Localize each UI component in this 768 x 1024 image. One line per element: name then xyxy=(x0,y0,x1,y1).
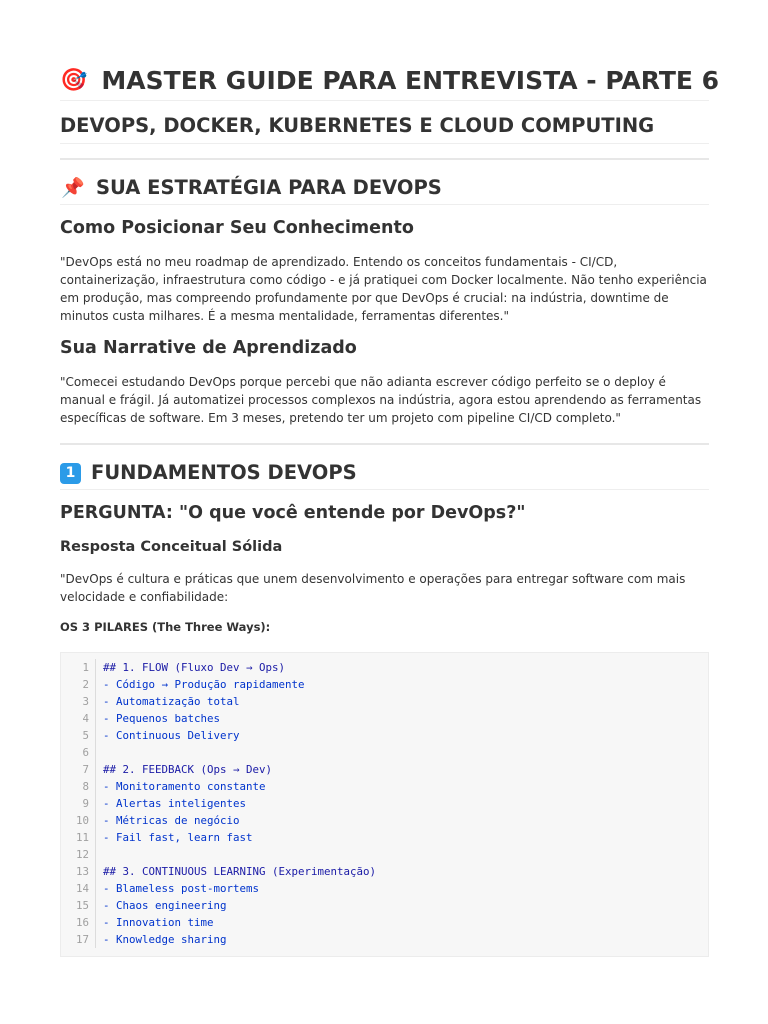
answer-heading: Resposta Conceitual Sólida xyxy=(60,539,283,555)
line-number: 14 xyxy=(61,880,96,897)
code-line xyxy=(61,659,708,676)
code-text: - Monitoramento constante xyxy=(103,780,266,793)
code-line xyxy=(61,676,708,693)
fundamentals-heading xyxy=(60,457,709,490)
line-number: 1 xyxy=(61,659,96,676)
fundamentals-heading-text: FUNDAMENTOS DEVOPS xyxy=(91,461,357,484)
keycap-one-icon: 1 xyxy=(60,463,81,484)
code-line xyxy=(61,880,708,897)
line-number: 4 xyxy=(61,710,96,727)
strategy-heading xyxy=(60,172,709,205)
code-text xyxy=(96,846,103,863)
line-number: 17 xyxy=(61,931,96,948)
page-title xyxy=(60,62,720,101)
line-number: 5 xyxy=(61,727,96,744)
code-line xyxy=(61,795,708,812)
code-text: - Fail fast, learn fast xyxy=(103,831,253,844)
line-number: 7 xyxy=(61,761,96,778)
line-number: 10 xyxy=(61,812,96,829)
section-divider xyxy=(60,443,709,445)
line-number: 13 xyxy=(61,863,96,880)
code-text: ## 3. CONTINUOUS LEARNING (Experimentação) xyxy=(103,865,377,878)
code-text: - Knowledge sharing xyxy=(103,933,227,946)
document-page xyxy=(60,62,720,957)
code-text: - Métricas de negócio xyxy=(103,814,240,827)
code-line xyxy=(61,761,708,778)
code-line xyxy=(61,812,708,829)
question-heading: PERGUNTA: "O que você entende por DevOps?" xyxy=(60,503,526,523)
code-text: ## 1. FLOW (Fluxo Dev → Ops) xyxy=(103,661,286,674)
code-line xyxy=(61,931,708,948)
code-line xyxy=(61,744,708,761)
line-number: 3 xyxy=(61,693,96,710)
code-text: - Continuous Delivery xyxy=(103,729,240,742)
narrative-text: "Comecei estudando DevOps porque percebi que não adianta escrever código perfeito se o deploy é manual e frágil. Já automatizei processos complexos na indústria, agora estou aprendendo as ferramentas específicas de software. Em 3 meses, pretendo ter um projeto com pipeline CI/CD completo." xyxy=(60,375,702,425)
code-line xyxy=(61,863,708,880)
pushpin-icon: 📌 xyxy=(61,177,85,199)
line-number: 6 xyxy=(61,744,96,761)
code-text: - Alertas inteligentes xyxy=(103,797,247,810)
line-number: 8 xyxy=(61,778,96,795)
code-line xyxy=(61,846,708,863)
page-subtitle: DEVOPS, DOCKER, KUBERNETES E CLOUD COMPUTING xyxy=(60,109,709,144)
line-number: 12 xyxy=(61,846,96,863)
positioning-text: "DevOps está no meu roadmap de aprendizado. Entendo os conceitos fundamentais - CI/CD, containerização, infraestrutura como código - e já pratiquei com Docker localmente. Não tenho experiência em produção, mas compreendo profundamente por que DevOps é crucial: na indústria, downtime de minutos custa milhares. É a mesma mentalidade, ferramentas diferentes." xyxy=(60,255,707,323)
answer-text: "DevOps é cultura e práticas que unem desenvolvimento e operações para entregar software com mais velocidade e confiabilidade: xyxy=(60,572,686,604)
code-line xyxy=(61,778,708,795)
code-line xyxy=(61,914,708,931)
section-divider xyxy=(60,158,709,160)
positioning-heading: Como Posicionar Seu Conhecimento xyxy=(60,218,414,238)
code-text: - Automatização total xyxy=(103,695,240,708)
code-line xyxy=(61,727,708,744)
line-number: 16 xyxy=(61,914,96,931)
code-text: - Pequenos batches xyxy=(103,712,221,725)
page-title-text: MASTER GUIDE PARA ENTREVISTA - PARTE 6 xyxy=(101,66,720,95)
code-text: - Innovation time xyxy=(103,916,214,929)
code-text: - Blameless post-mortems xyxy=(103,882,260,895)
code-text: - Chaos engineering xyxy=(103,899,227,912)
code-text: - Código → Produção rapidamente xyxy=(103,678,305,691)
code-line xyxy=(61,710,708,727)
code-text xyxy=(96,744,103,761)
line-number: 9 xyxy=(61,795,96,812)
line-number: 15 xyxy=(61,897,96,914)
strategy-heading-text: SUA ESTRATÉGIA PARA DEVOPS xyxy=(96,176,442,199)
line-number: 2 xyxy=(61,676,96,693)
code-line xyxy=(61,693,708,710)
target-icon: 🎯 xyxy=(60,68,88,93)
pillars-label: OS 3 PILARES (The Three Ways): xyxy=(60,620,271,634)
code-line xyxy=(61,829,708,846)
narrative-heading: Sua Narrative de Aprendizado xyxy=(60,338,357,358)
code-block xyxy=(60,652,709,957)
code-line xyxy=(61,897,708,914)
line-number: 11 xyxy=(61,829,96,846)
code-text: ## 2. FEEDBACK (Ops → Dev) xyxy=(103,763,273,776)
